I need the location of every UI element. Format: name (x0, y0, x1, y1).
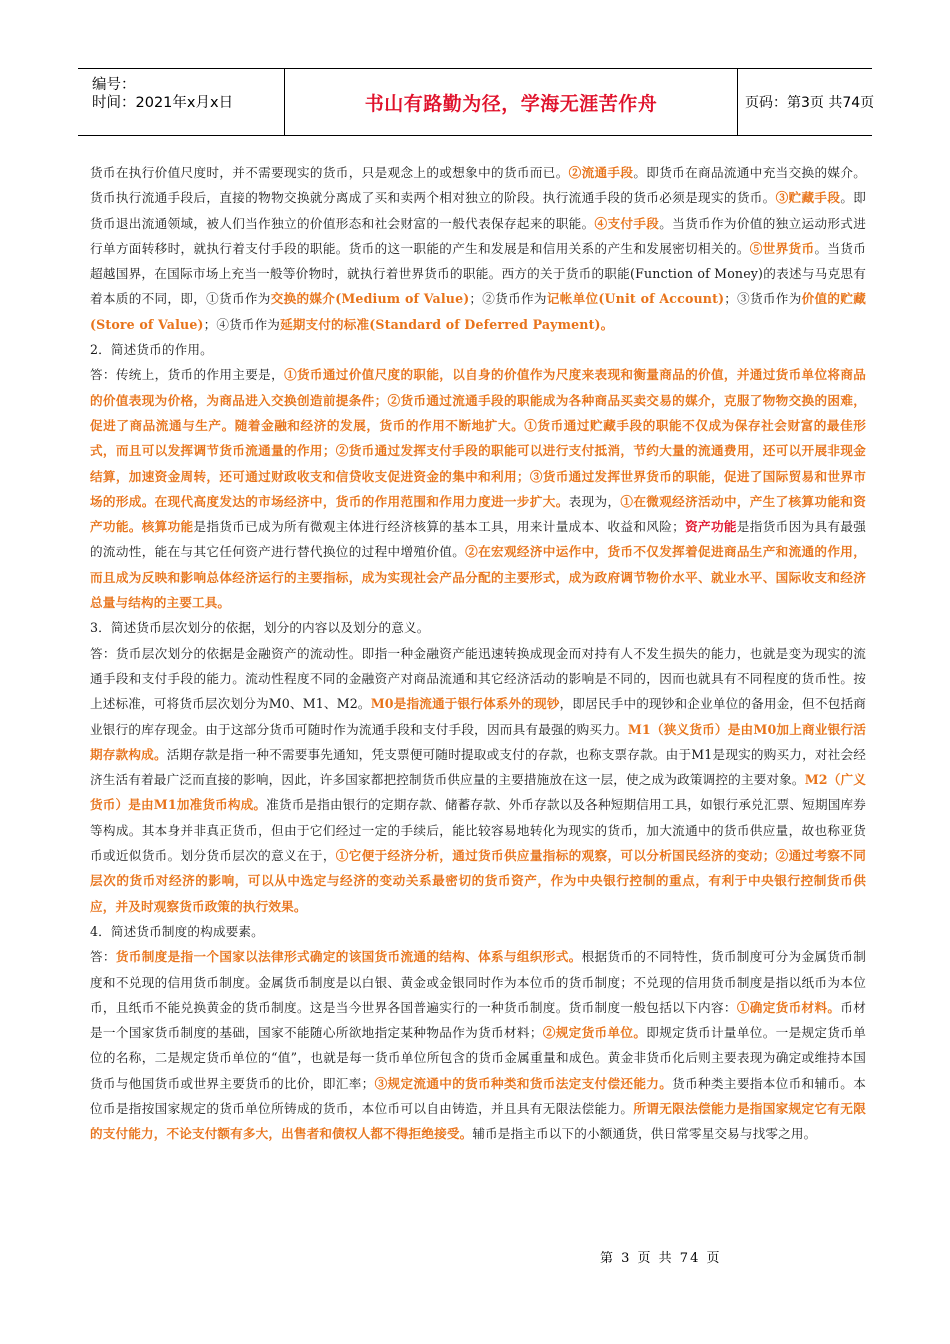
question-3-heading: 3．简述货币层次划分的依据，划分的内容以及划分的意义。 (90, 620, 430, 636)
emphasis-text: 价值的贮藏(Store of Value) (90, 291, 866, 332)
body-text: 活期存款是指一种不需要事先通知，凭支票便可随时提取或支付的存款，也称支票存款。由于M1是现实的购买力，对社会经济生活有着最广泛而直接的影响，因此，许多国家都把控制货币供应量的主要措施放在这一层，使之成为政策调控的主要对象。 (90, 746, 866, 788)
emphasis-text: ②在宏观经济中运作中，货币不仅发挥着促进商品生产和流通的作用，而且成为反映和影响总体经济运行的主要指标，成为实现社会产品分配的主要形式，成为政府调节物价水平、就业水平、国际收支和经济总量与结构的主要工具。 (90, 544, 866, 611)
question-4-heading: 4．简述货币制度的构成要素。 (90, 923, 264, 939)
emphasis-text: ①在微观经济活动中，产生了核算功能和资产功能。核算功能 (90, 493, 866, 535)
header-page-number: 页码：第3页 共74页 (745, 95, 875, 111)
paragraph-money-functions (90, 160, 866, 337)
emphasis-text: 货币制度是指一个国家以法律形式确定的该国货币流通的结构、体系与组织形式。 (115, 949, 582, 965)
body-text: 根据货币的不同特性，货币制度可分为金属货币制度和不兑现的信用货币制度。金属货币制度是以白银、黄金或金银同时作为本位币的货币制度；不兑现的信用货币制度是指以纸币为本位币，且纸币不能兑换黄金的货币制度。这是当今世界各国普遍实行的一种货币制度。货币制度一般包括以下内容： (90, 949, 866, 1015)
emphasis-text: ①货币通过价值尺度的职能，以自身的价值作为尺度来表现和衡量商品的价值，并通过货币单位将商品的价值表现为价格，为商品进入交换创造前提条件；②货币通过流通手段的职能成为各种商品买卖交易的媒介，克服了物物交换的困难，促进了商品流通与生产。随着金融和经济的发展，货币的作用不断地扩大。①货币通过贮藏手段的职能不仅成为保存社会财富的最佳形式，而且可以发挥调节货币流通量的作用；②货币通过发挥支付手段的职能可以进行支付抵消，节约大量的流通费用，还可以开展非现金结算，加速资金周转，还可通过财政收支和信贷收支促进资金的集中和利用；③货币通过发挥世界货币的职能，促进了国际贸易和世界市场的形成。在现代高度发达的市场经济中，货币的作用范围和作用力度进一步扩大。 (90, 367, 867, 509)
answer-2-paragraph (90, 362, 866, 615)
body-text: ；④货币作为 (203, 316, 281, 332)
body-text: 答：货币层次划分的依据是金融资产的流动性。即指一种金融资产能迅速转换成现金而对持有人不发生损失的能力，也就是变为现实的流通手段和支付手段的能力。流动性程度不同的金融资产对商品流通和其它经济活动的影响是不同的，因而也就具有不同程度的货币性。按上述标准，可将货币层次划分为M0、M1、M2。 (90, 645, 866, 712)
body-text: 货币种类主要指本位币和辅币。本位币是指按国家规定的货币单位所铸成的货币，本位币可以自由铸造，并且具有无限法偿能力。 (90, 1075, 866, 1116)
emphasis-text: ①它便于经济分析，通过货币供应量指标的观察，可以分析国民经济的变动；②通过考察不同层次的货币对经济的影响，可以从中选定与经济的变动关系最密切的货币资产，作为中央银行控制的重点，有利于中央银行控制货币供应，并及时观察货币政策的执行效果。 (90, 848, 866, 914)
body-text: 币材是一个国家货币制度的基础，国家不能随心所欲地指定某种物品作为货币材料； (90, 999, 867, 1041)
body-text: 。即货币在商品流通中充当交换的媒介。货币执行流通手段后，直接的物物交换就分离成了买和卖两个相对独立的阶段。执行流通手段的货币必须是现实的货币。 (90, 165, 867, 206)
emphasis-text: M0是指流通于银行体系外的现钞 (370, 696, 560, 712)
emphasis-text: ②规定货币单位。 (542, 1025, 647, 1041)
header-page-cell (737, 69, 880, 135)
emphasis-text: ④支付手段 (594, 215, 660, 231)
emphasis-text: ②流通手段 (568, 165, 634, 180)
body-text: 是指货币已成为所有微观主体进行经济核算的基本工具，用来计量成本、收益和风险； (193, 519, 685, 535)
question-2-heading: 2．简述货币的作用。 (90, 342, 213, 358)
body-text: 。当货币超越国界，在国际市场上充当一般等价物时，就执行着世界货币的职能。西方的关于货币的职能(Function of Money)的表述与马克思有着本质的不同，即，①货币作为 (90, 240, 866, 307)
body-text: 答：传统上，货币的作用主要是， (90, 367, 285, 383)
body-text: ；②货币作为 (469, 291, 547, 307)
answer-3-paragraph (90, 641, 866, 919)
emphasis-text: 延期支付的标准(Standard of Deferred Payment)。 (280, 316, 614, 332)
body-text: ；③货币作为 (724, 291, 802, 307)
emphasis-text: ③贮藏手段 (775, 190, 841, 206)
document-body (90, 160, 866, 1147)
emphasis-text: ③规定流通中的货币种类和货币法定支付偿还能力。 (374, 1075, 673, 1091)
body-text: 。即货币退出流通领域，被人们当作独立的价值形态和社会财富的一般代表保存起来的职能。 (90, 190, 866, 231)
page-header (78, 68, 875, 136)
header-motto: 书山有路勤为径，学海无涯苦作舟 (364, 92, 658, 115)
body-text: 辅币是指主币以下的小额通货，供日常零星交易与找零之用。 (472, 1126, 817, 1142)
header-motto-cell (284, 69, 738, 135)
body-text: 答： (90, 949, 116, 965)
document-time-label: 时间：2021年x月x日 (92, 95, 234, 111)
emphasis-text: M2（广义货币）是由M1加准货币构成。 (90, 772, 866, 813)
answer-4-paragraph (90, 944, 866, 1146)
body-text: 表现为， (568, 493, 621, 509)
emphasis-text: 记帐单位(Unit of Account) (546, 291, 725, 307)
body-text: 即规定货币计量单位。一是规定货币单位的名称，二是规定货币单位的“值”，也就是每一货币单位所包含的货币金属重量和成色。黄金非货币化后则主要表现为确定或维持本国货币与他国货币或世界主要货币的比价，即汇率； (90, 1025, 866, 1091)
emphasis-text: ⑤世界货币 (749, 240, 815, 256)
body-text: 。当货币作为价值的独立运动形式进行单方面转移时，就执行着支付手段的职能。货币的这一职能的产生和发展是和信用关系的产生和发展密切相关的。 (90, 215, 866, 256)
document-number-label: 编号： (92, 77, 136, 93)
emphasis-text: ①确定货币材料。 (736, 999, 841, 1015)
emphasis-text: 资产功能 (684, 519, 737, 535)
emphasis-text: M1（狭义货币）是由M0加上商业银行活期存款构成。 (90, 721, 866, 762)
header-meta (78, 69, 284, 135)
body-text: 是指货币因为具有最强的流动性，能在与其它任何资产进行替代换位的过程中增殖价值。 (90, 519, 867, 560)
footer-page-number: 第 3 页 共 74 页 (600, 1251, 722, 1266)
body-text: 准货币是指由银行的定期存款、储蓄存款、外币存款以及各种短期信用工具，如银行承兑汇票、短期国库券等构成。其本身并非真正货币，但由于它们经过一定的手续后，能比较容易地转化为现实的货币，加大流通中的货币供应量，故也称亚货币或近似货币。划分货币层次的意义在于， (90, 797, 866, 864)
body-text: ，即居民手中的现钞和企业单位的备用金，但不包括商业银行的库存现金。由于这部分货币可随时作为流通手段和支付手段，因而具有最强的购买力。 (90, 696, 866, 737)
emphasis-text: 所谓无限法偿能力是指国家规定它有无限的支付能力，不论支付额有多大，出售者和债权人都不得拒绝接受。 (90, 1100, 866, 1142)
body-text: 货币在执行价值尺度时，并不需要现实的货币，只是观念上的或想象中的货币而已。 (90, 165, 569, 180)
emphasis-text: 交换的媒介(Medium of Value) (270, 291, 470, 307)
